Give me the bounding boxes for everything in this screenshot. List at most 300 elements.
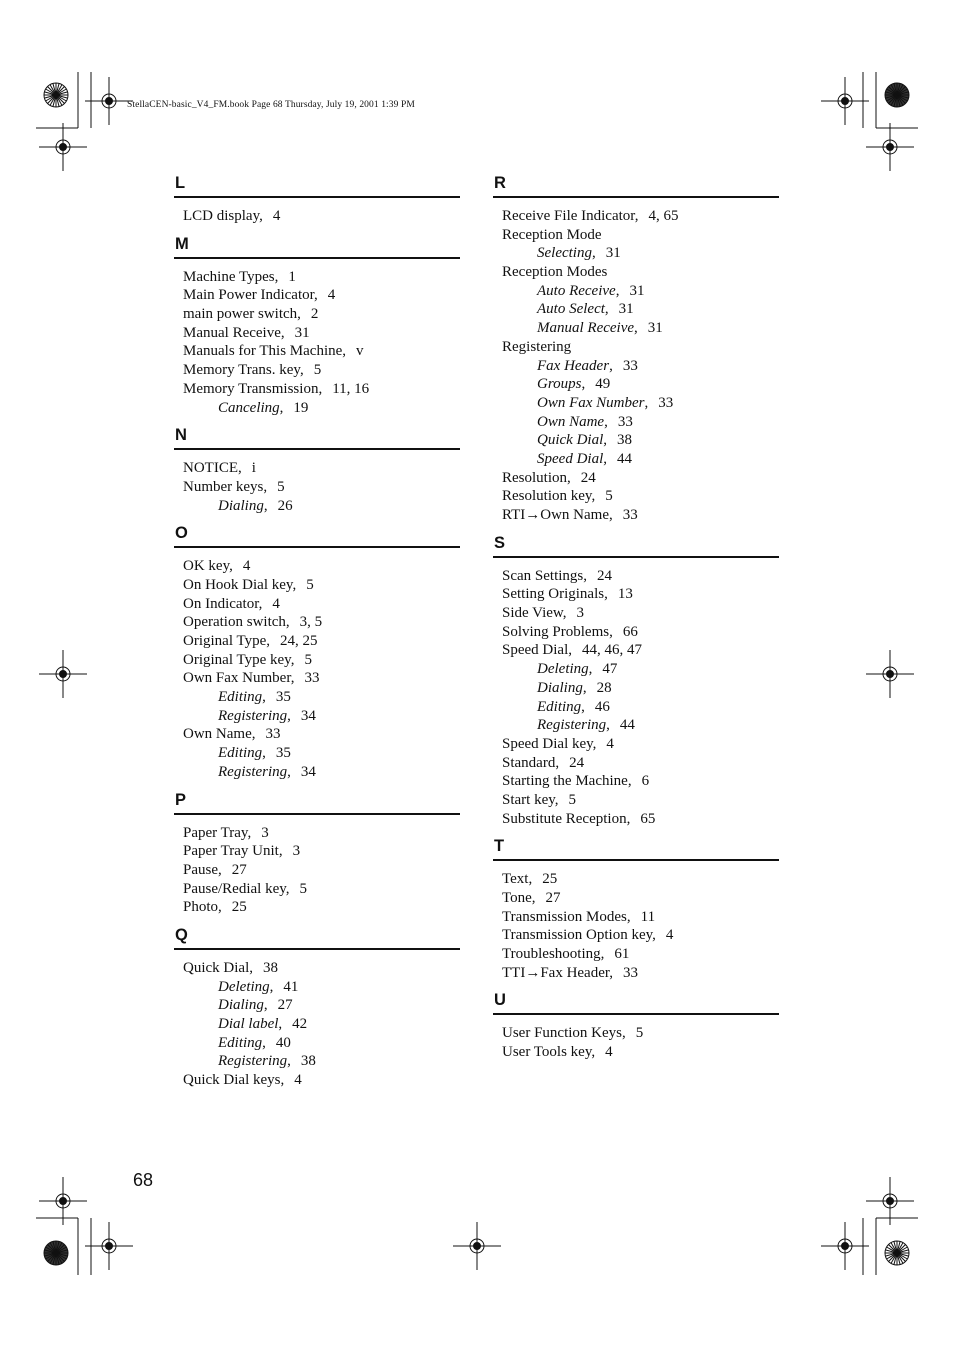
entry-page-refs: 35	[275, 689, 291, 706]
entry-term: Resolution key	[502, 488, 592, 505]
entry-separator: ,	[290, 651, 295, 668]
entry-separator: ,	[262, 1034, 266, 1051]
entry-page-refs: 44	[619, 717, 635, 734]
entry-page-refs: 33	[304, 670, 320, 687]
entry-term: Manual Receive	[183, 324, 281, 341]
entry-term: main power switch	[183, 306, 298, 323]
index-entry	[183, 305, 460, 324]
entry-separator: ,	[652, 927, 656, 944]
entry-separator: ,	[592, 735, 597, 752]
entry-page-refs: 41	[283, 978, 299, 995]
entry-page-refs: 4	[665, 927, 674, 944]
entry-page-refs: 2	[310, 306, 319, 323]
entry-page-refs: 27	[277, 997, 293, 1014]
index-section	[174, 924, 460, 1097]
entry-separator: ,	[218, 861, 222, 878]
entry-page-refs: 65	[640, 810, 656, 827]
entry-page-refs: 24	[580, 469, 596, 486]
entry-separator: ,	[554, 791, 559, 808]
entry-separator: ,	[583, 567, 587, 584]
index-subentry	[183, 399, 460, 418]
entry-term: Speed Dial	[502, 642, 569, 659]
print-header: StellaCEN-basic_V4_FM.book Page 68 Thursday, July 19, 2001 1:39 PM	[127, 100, 415, 110]
entry-term: Groups	[537, 376, 582, 393]
entry-term: Text	[502, 871, 529, 888]
index-subentry	[502, 679, 779, 698]
entry-page-refs: 47	[602, 661, 618, 678]
entry-separator: ,	[297, 306, 301, 323]
entry-separator: ,	[287, 1053, 291, 1070]
index-subentry	[502, 394, 779, 413]
entry-term: User Function Keys	[502, 1025, 622, 1042]
entry-term: Original Type key	[183, 651, 291, 668]
entry-page-refs: 4	[242, 558, 251, 575]
entry-separator: ,	[604, 586, 608, 603]
entry-separator: ,	[292, 576, 297, 593]
entry-page-refs: 27	[231, 861, 247, 878]
entry-page-refs: 49	[595, 376, 611, 393]
index-subentry	[183, 763, 460, 782]
index-entry	[183, 725, 460, 744]
entry-page-refs: 5	[313, 362, 322, 379]
index-entry	[502, 810, 779, 829]
entry-page-refs: 66	[622, 623, 638, 640]
entry-separator: ,	[568, 642, 572, 659]
entry-page-refs: 33	[265, 726, 281, 743]
entry-term: Deleting	[218, 978, 270, 995]
entry-term: Setting Originals	[502, 586, 605, 603]
entry-term: Own Fax Number	[537, 394, 645, 411]
index-entry	[183, 324, 460, 343]
entry-separator: ,	[249, 959, 253, 976]
entry-term: Registering	[218, 707, 288, 724]
index-entry	[183, 576, 460, 595]
index-entry	[183, 669, 460, 688]
entry-separator: ,	[278, 843, 283, 860]
index-entry-list	[493, 1015, 779, 1068]
index-entry	[183, 1071, 460, 1090]
entry-separator: ,	[314, 287, 318, 304]
entry-page-refs: 3, 5	[299, 614, 323, 631]
page-number: 68	[133, 1170, 154, 1190]
index-entry	[502, 469, 779, 488]
entry-term: Reception Modes	[502, 264, 608, 281]
entry-term: Pause	[183, 861, 218, 878]
index-entry	[183, 595, 460, 614]
entry-page-refs: 31	[647, 320, 663, 337]
section-letter-heading: S	[493, 532, 779, 558]
index-subentry	[183, 497, 460, 516]
entry-separator: ,	[238, 460, 242, 477]
entry-page-refs: 25	[542, 871, 558, 888]
entry-term: Speed Dial	[537, 450, 604, 467]
entry-term: Memory Trans. key	[183, 362, 300, 379]
entry-term: Starting the Machine	[502, 773, 628, 790]
index-section	[174, 522, 460, 788]
index-subentry	[183, 1034, 460, 1053]
entry-separator: ,	[591, 245, 596, 262]
entry-page-refs: 11, 16	[332, 380, 370, 397]
index-subentry	[502, 431, 779, 450]
entry-page-refs: 4	[272, 208, 281, 224]
index-entry	[502, 791, 779, 810]
index-subentry	[502, 698, 779, 717]
entry-page-refs: 61	[614, 946, 630, 963]
entry-term: On Hook Dial key	[183, 576, 293, 593]
entry-separator: ,	[263, 478, 268, 495]
index-entry	[502, 567, 779, 586]
index-subentry	[183, 688, 460, 707]
entry-separator: ,	[531, 890, 536, 906]
entry-separator: ,	[218, 899, 222, 916]
index-entry-list	[174, 815, 460, 924]
entry-separator: ,	[269, 978, 274, 995]
entry-page-refs: 24	[597, 567, 612, 584]
entry-term: Original Type	[183, 633, 267, 649]
index-entry	[502, 735, 779, 754]
entry-page-refs: 3	[292, 843, 301, 860]
index-subentry	[183, 1052, 460, 1071]
index-section	[174, 172, 460, 233]
index-subentry	[502, 244, 779, 263]
entry-term: Own Name	[537, 413, 605, 430]
entry-page-refs: 6	[641, 773, 650, 790]
entry-page-refs: 31	[618, 301, 634, 318]
entry-page-refs: 40	[275, 1034, 291, 1051]
entry-term: Troubleshooting	[502, 946, 601, 963]
entry-page-refs: 42	[292, 1016, 308, 1032]
entry-separator: ,	[259, 208, 263, 224]
index-entry	[502, 263, 779, 282]
index-entry	[183, 207, 460, 226]
entry-separator: ,	[263, 497, 268, 514]
index-entry	[183, 861, 460, 880]
index-entry-list	[493, 558, 779, 836]
index-entry	[183, 898, 460, 917]
section-letter-heading: Q	[174, 924, 460, 950]
index-column-left	[174, 172, 460, 1097]
entry-term: Transmission Modes	[502, 908, 627, 925]
index-entry	[183, 613, 460, 632]
entry-page-refs: 46	[594, 698, 610, 715]
index-entry-list	[174, 950, 460, 1097]
entry-page-refs: 28	[596, 679, 612, 696]
entry-page-refs: 38	[616, 432, 632, 449]
entry-term: Editing	[537, 698, 582, 715]
entry-term: Dialing	[537, 679, 583, 696]
entry-term: Quick Dial	[537, 432, 604, 449]
entry-term: Quick Dial keys	[183, 1072, 281, 1089]
entry-term: Quick Dial	[183, 959, 250, 976]
index-section	[174, 424, 460, 522]
entry-separator: ,	[280, 324, 285, 341]
entry-term: On Indicator	[183, 595, 259, 612]
entry-separator: ,	[299, 362, 304, 379]
entry-page-refs: 24, 25	[280, 633, 318, 649]
entry-page-refs: v	[356, 343, 364, 360]
entry-page-refs: 33	[617, 413, 633, 430]
section-letter-heading: O	[174, 522, 460, 548]
index-entry	[183, 380, 460, 399]
entry-separator: ,	[290, 670, 295, 687]
entry-page-refs: 33	[623, 964, 639, 981]
entry-separator: ,	[609, 357, 613, 374]
entry-separator: ,	[600, 946, 605, 963]
entry-separator: ,	[581, 698, 585, 715]
index-entry-list	[174, 198, 460, 233]
entry-separator: ,	[229, 558, 233, 575]
entry-term: Receive File Indicator	[502, 208, 635, 224]
section-letter-heading: R	[493, 172, 779, 198]
index-entry	[502, 964, 779, 983]
entry-term: Dialing	[218, 497, 264, 514]
entry-term: Reception Mode	[502, 226, 602, 243]
index-entry	[183, 842, 460, 861]
index-entry	[502, 604, 779, 623]
index-entry	[502, 908, 779, 927]
entry-term: Paper Tray	[183, 824, 248, 841]
entry-page-refs: 4	[605, 1044, 613, 1061]
entry-separator: ,	[588, 661, 593, 678]
section-letter-heading: M	[174, 233, 460, 259]
entry-separator: ,	[262, 745, 266, 762]
index-subentry	[183, 996, 460, 1015]
index-entry-list	[493, 861, 779, 989]
entry-separator: ,	[287, 707, 291, 724]
entry-term: Scan Settings	[502, 567, 584, 584]
index-entry-list	[174, 450, 460, 522]
index-subentry	[183, 744, 460, 763]
entry-separator: ,	[279, 399, 284, 416]
entry-term: Own Fax Number	[183, 670, 291, 687]
index-entry	[502, 226, 779, 245]
entry-term: Machine Types	[183, 268, 275, 285]
index-entry	[502, 1043, 779, 1062]
index-entry	[502, 926, 779, 945]
entry-term: Editing	[218, 689, 263, 706]
index-section	[174, 233, 460, 425]
index-entry	[183, 478, 460, 497]
entry-page-refs: 31	[294, 324, 310, 341]
entry-separator: ,	[318, 380, 323, 397]
entry-page-refs: 5	[605, 488, 613, 505]
index-subentry	[502, 300, 779, 319]
entry-page-refs: i	[251, 460, 256, 477]
entry-page-refs: 33	[622, 507, 638, 523]
entry-term: Start key	[502, 791, 555, 808]
index-subentry	[502, 660, 779, 679]
entry-separator: ,	[626, 810, 631, 827]
entry-separator: ,	[634, 320, 638, 337]
entry-page-refs: 31	[605, 245, 621, 262]
entry-separator: ,	[644, 394, 649, 411]
index-entry	[502, 889, 779, 908]
entry-page-refs: 5	[635, 1025, 644, 1042]
entry-term: LCD display	[183, 208, 260, 224]
entry-separator: ,	[609, 623, 613, 640]
entry-separator: ,	[285, 880, 290, 897]
index-entry	[502, 338, 779, 357]
entry-term: Selecting	[537, 245, 592, 262]
entry-term: Memory Transmission	[183, 380, 319, 397]
index-entry	[183, 342, 460, 361]
entry-separator: ,	[562, 605, 567, 622]
entry-term: Manual Receive	[537, 320, 635, 337]
index-entry	[183, 459, 460, 478]
entry-term: Fax Header	[537, 357, 610, 374]
entry-page-refs: 5	[304, 651, 312, 668]
index-entry	[502, 207, 779, 226]
entry-separator: ,	[581, 376, 586, 393]
entry-term: Photo	[183, 899, 219, 916]
entry-page-refs: 5	[277, 478, 285, 495]
index-entry	[502, 772, 779, 791]
index-subentry	[502, 716, 779, 735]
entry-term: Manuals for This Machine	[183, 343, 343, 360]
index-entry	[502, 506, 779, 525]
index-subentry	[502, 413, 779, 432]
entry-page-refs: 34	[300, 763, 316, 780]
index-entry	[502, 487, 779, 506]
entry-page-refs: 11	[640, 908, 656, 925]
entry-separator: ,	[627, 773, 632, 790]
entry-term: Tone	[502, 890, 532, 906]
entry-page-refs: 3	[576, 605, 585, 622]
index-entry	[183, 880, 460, 899]
entry-separator: ,	[606, 717, 610, 734]
entry-separator: ,	[604, 413, 608, 430]
entry-term: Registering	[537, 717, 607, 734]
index-entry	[502, 754, 779, 773]
entry-separator: ,	[266, 633, 270, 649]
index-entry	[183, 557, 460, 576]
entry-separator: ,	[528, 871, 533, 888]
entry-separator: ,	[287, 763, 291, 780]
entry-term: Paper Tray Unit	[183, 843, 279, 860]
entry-separator: ,	[274, 268, 279, 285]
entry-separator: ,	[251, 726, 256, 743]
entry-term: Auto Select	[537, 301, 605, 318]
entry-page-refs: 26	[277, 497, 293, 514]
entry-term: Number keys	[183, 478, 264, 495]
entry-page-refs: 25	[231, 899, 247, 916]
entry-page-refs: 5	[299, 880, 308, 897]
entry-term: Auto Receive	[537, 282, 616, 299]
entry-page-refs: 24	[569, 754, 585, 771]
entry-term: OK key	[183, 558, 230, 575]
entry-separator: ,	[622, 1025, 626, 1042]
section-letter-heading: P	[174, 789, 460, 815]
entry-page-refs: 35	[275, 745, 291, 762]
entry-separator: ,	[247, 824, 252, 841]
entry-term: Dialing	[218, 997, 264, 1014]
entry-term: Registering	[218, 1053, 288, 1070]
entry-page-refs: 5	[568, 791, 577, 808]
index-entry	[183, 959, 460, 978]
section-letter-heading: L	[174, 172, 460, 198]
entry-separator: ,	[258, 595, 263, 612]
section-letter-heading: T	[493, 835, 779, 861]
entry-term: Deleting	[537, 661, 589, 678]
index-column-right	[493, 172, 779, 1069]
entry-term: Solving Problems	[502, 623, 610, 640]
entry-page-refs: 5	[306, 576, 314, 593]
entry-term: Resolution	[502, 469, 568, 486]
entry-page-refs: 3	[261, 824, 269, 841]
index-entry	[183, 268, 460, 287]
entry-page-refs: 4	[294, 1072, 302, 1089]
entry-page-refs: 38	[262, 959, 278, 976]
index-entry	[183, 286, 460, 305]
index-section	[493, 989, 779, 1068]
entry-page-refs: 13	[617, 586, 633, 603]
index-section	[493, 532, 779, 836]
entry-separator: ,	[604, 301, 609, 318]
section-letter-heading: N	[174, 424, 460, 450]
entry-term: Operation switch	[183, 614, 286, 631]
entry-term: Registering	[218, 763, 288, 780]
index-subentry	[502, 282, 779, 301]
entry-term: NOTICE	[183, 460, 238, 477]
index-entry	[183, 361, 460, 380]
entry-separator: ,	[626, 908, 631, 925]
entry-separator: ,	[280, 1072, 285, 1089]
entry-separator: ,	[262, 689, 266, 706]
index-entry	[183, 651, 460, 670]
entry-separator: ,	[285, 614, 290, 631]
entry-term: Pause/Redial key	[183, 880, 286, 897]
index-section	[493, 835, 779, 989]
index-subentry	[502, 319, 779, 338]
index-subentry	[183, 707, 460, 726]
index-subentry	[183, 978, 460, 997]
entry-term: RTI→Own Name	[502, 507, 609, 523]
entry-term: TTI→Fax Header	[502, 964, 610, 981]
index-entry-list	[174, 548, 460, 788]
entry-term: Standard	[502, 754, 556, 771]
index-entry	[502, 1024, 779, 1043]
entry-separator: ,	[591, 488, 596, 505]
entry-page-refs: 4, 65	[648, 208, 679, 224]
entry-separator: ,	[567, 469, 571, 486]
section-letter-heading: U	[493, 989, 779, 1015]
entry-term: User Tools key	[502, 1044, 592, 1061]
entry-term: Editing	[218, 745, 263, 762]
entry-separator: ,	[555, 754, 560, 771]
index-entry-list	[493, 198, 779, 532]
entry-page-refs: 34	[300, 707, 316, 724]
entry-page-refs: 33	[658, 394, 674, 411]
entry-separator: ,	[591, 1044, 596, 1061]
entry-page-refs: 38	[300, 1053, 316, 1070]
entry-page-refs: 33	[622, 357, 638, 374]
entry-term: Dial label	[218, 1016, 279, 1032]
entry-separator: ,	[603, 450, 607, 467]
entry-term: Main Power Indicator	[183, 287, 315, 304]
index-entry-list	[174, 259, 460, 425]
entry-separator: ,	[609, 964, 614, 981]
index-subentry	[183, 1015, 460, 1034]
entry-term: Transmission Option key	[502, 927, 653, 944]
entry-term: Own Name	[183, 726, 252, 743]
entry-separator: ,	[615, 282, 620, 299]
index-subentry	[502, 357, 779, 376]
entry-separator: ,	[634, 208, 639, 224]
entry-separator: ,	[603, 432, 607, 449]
entry-term: Speed Dial key	[502, 735, 593, 752]
entry-term: Side View	[502, 605, 563, 622]
index-subentry	[502, 375, 779, 394]
